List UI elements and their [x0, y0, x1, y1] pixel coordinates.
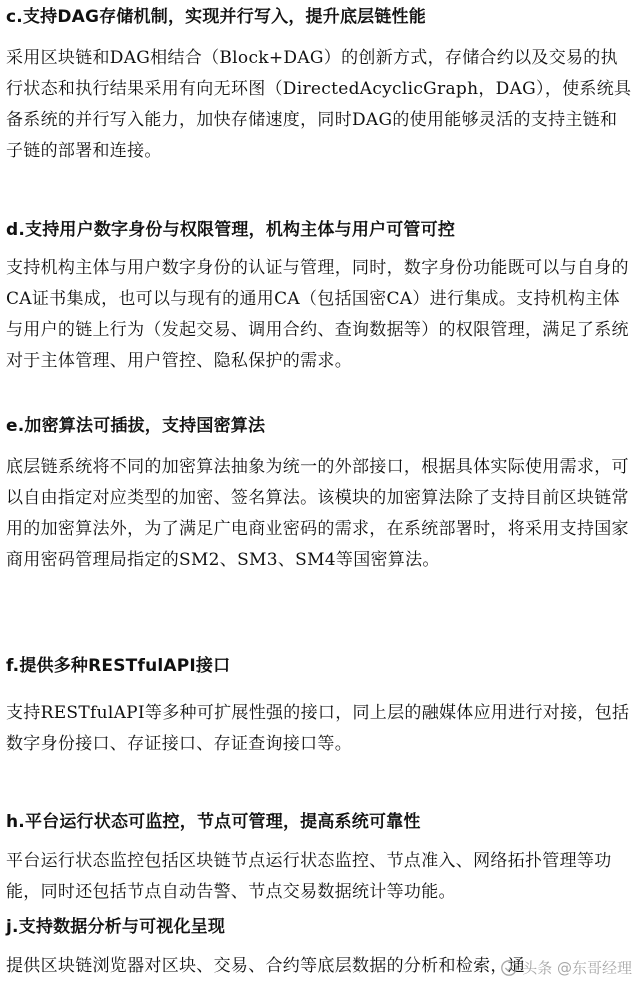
section-f-body: 支持RESTfulAPI等多种可扩展性强的接口，同上层的融媒体应用进行对接，包括数字身份接口、存证接口、存证查询接口等。	[6, 703, 630, 754]
section-j-body: 提供区块链浏览器对区块、交易、合约等底层数据的分析和检索，通	[6, 956, 525, 976]
section-f-heading: f.提供多种RESTfulAPI接口	[6, 656, 231, 676]
section-e-heading: e.加密算法可插拔，支持国密算法	[6, 416, 266, 436]
section-e-body: 底层链系统将不同的加密算法抽象为统一的外部接口，根据具体实际使用需求，可以自由指定对应类型的加密、签名算法。该模块的加密算法除了支持目前区块链常用的加密算法外，为了满足广电商业密码的需求，在系统部署时，将采用支持国家商用密码管理局指定的SM2、SM3、SM4等国密算法。	[6, 457, 629, 570]
section-c-heading: c.支持DAG存储机制，实现并行写入，提升底层链性能	[6, 7, 426, 27]
section-d-body: 支持机构主体与用户数字身份的认证与管理，同时，数字身份功能既可以与自身的CA证书集成，也可以与现有的通用CA（包括国密CA）进行集成。支持机构主体与用户的链上行为（发起交易、调用合约、查询数据等）的权限管理，满足了系统对于主体管理、用户管控、隐私保护的需求。	[6, 258, 629, 371]
section-h-heading: h.平台运行状态可监控，节点可管理，提高系统可靠性	[6, 812, 421, 832]
section-c-body: 采用区块链和DAG相结合（Block+DAG）的创新方式，存储合约以及交易的执行状态和执行结果采用有向无环图（DirectedAcyclicGraph，DAG），使系统具备系统的并行写入能力，加快存储速度，同时DAG的使用能够灵活的支持主链和子链的部署和连接。	[6, 48, 632, 161]
watermark-text: 头条 @东哥经理	[522, 959, 632, 977]
watermark	[500, 957, 632, 978]
watermark-logo-icon	[500, 959, 518, 977]
section-j-heading: j.支持数据分析与可视化呈现	[6, 917, 226, 937]
section-d-heading: d.支持用户数字身份与权限管理，机构主体与用户可管可控	[6, 220, 456, 240]
section-h-body: 平台运行状态监控包括区块链节点运行状态监控、节点准入、网络拓扑管理等功能，同时还包括节点自动告警、节点交易数据统计等功能。	[6, 851, 612, 902]
